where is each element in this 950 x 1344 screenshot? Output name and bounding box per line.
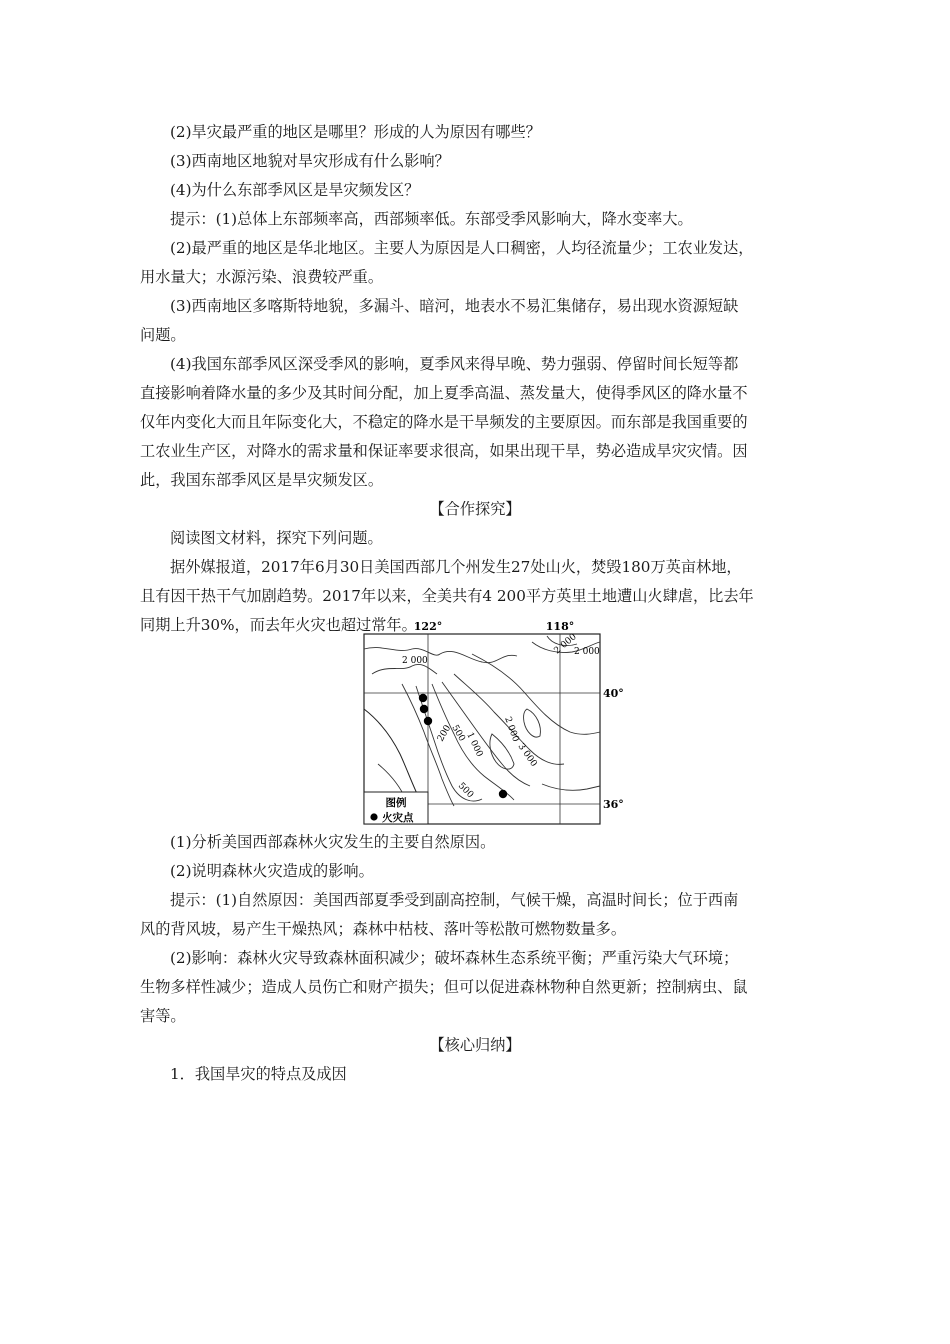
- core-item-1: 1．我国旱灾的特点及成因: [170, 1065, 347, 1083]
- label-lat-40: 40°: [603, 687, 624, 700]
- legend-fire-symbol: [370, 813, 377, 820]
- contour-label-500-a: 500: [449, 723, 467, 744]
- hint-3-line1: (3)西南地区多喀斯特地貌，多漏斗、暗河，地表水不易汇集储存，易出现水资源短缺: [170, 297, 739, 315]
- hint-3-line2: 问题。: [140, 326, 186, 344]
- fire-point-3: [424, 717, 432, 725]
- legend-fire-label: 火灾点: [382, 812, 414, 824]
- contour-label-3000: 3 000: [515, 741, 539, 769]
- fire-point-1: [419, 694, 427, 702]
- material-line2: 且有因干热干气加剧趋势。2017年以来，全美共有4 200平方英里土地遭山火肆虐，比去年: [140, 587, 754, 605]
- hint-4-line1: (4)我国东部季风区深受季风的影响，夏季风来得早晚、势力强弱、停留时间长短等都: [170, 355, 739, 373]
- fire-location-contour-map: [342, 614, 632, 830]
- hint2-2-line2: 生物多样性减少；造成人员伤亡和财产损失；但可以促进森林物种自然更新；控制病虫、鼠: [140, 978, 748, 996]
- contour-label-2000-d: 2 000: [502, 715, 521, 744]
- material-line3: 同期上升30%，而去年火灾也超过常年。: [140, 616, 417, 634]
- question-3: (3)西南地区地貌对旱灾形成有什么影响？: [170, 152, 450, 170]
- coop-question-1: (1)分析美国西部森林火灾发生的主要自然原因。: [170, 833, 496, 851]
- hint2-2-line1: (2)影响：森林火灾导致森林面积减少；破坏森林生态系统平衡；严重污染大气环境；: [170, 949, 739, 967]
- contour-label-1000: 1 000: [464, 731, 485, 759]
- question-4: (4)为什么东部季风区是旱灾频发区？: [170, 181, 420, 199]
- hint2-1-line1: 提示：(1)自然原因：美国西部夏季受到副高控制，气候干燥，高温时间长；位于西南: [170, 891, 739, 909]
- hint-4-line3: 仅年内变化大而且年际变化大，不稳定的降水是干旱频发的主要原因。而东部是我国重要的: [140, 413, 748, 431]
- material-line1: 据外媒报道，2017年6月30日美国西部几个州发生27处山火，焚毁180万英亩林地，: [170, 558, 742, 576]
- fire-point-2: [420, 705, 428, 713]
- label-lon-122: 122°: [413, 620, 443, 633]
- hint-4-line2: 直接影响着降水量的多少及其时间分配，加上夏季高温、蒸发量大，使得季风区的降水量不: [140, 384, 748, 402]
- contour-label-2000-a: 2 000: [402, 656, 428, 666]
- legend-title: 图例: [385, 797, 407, 809]
- contour-label-500-b: 500: [455, 781, 476, 801]
- hint-4-line5: 此，我国东部季风区是旱灾频发区。: [140, 471, 383, 489]
- hint-2-line1: (2)最严重的地区是华北地区。主要人为原因是人口稠密，人均径流量少；工农业发达，: [170, 239, 754, 257]
- fire-point-4: [499, 790, 507, 798]
- label-lat-36: 36°: [603, 798, 624, 811]
- contour-label-2000-b: 2 000: [552, 632, 579, 657]
- section-header-cooperation: 【合作探究】: [429, 500, 521, 518]
- contour-label-200: 200: [435, 723, 454, 744]
- question-2: (2)旱灾最严重的地区是哪里？形成的人为原因有哪些？: [170, 123, 541, 141]
- section-header-core: 【核心归纳】: [429, 1036, 521, 1054]
- label-lon-118: 118°: [545, 620, 575, 633]
- contour-label-2000-c: 2 000: [574, 647, 600, 657]
- hint-4-line4: 工农业生产区，对降水的需求量和保证率要求很高，如果出现干旱，势必造成旱灾灾情。因: [140, 442, 748, 460]
- coop-intro: 阅读图文材料，探究下列问题。: [170, 529, 383, 547]
- hint-1: 提示：(1)总体上东部频率高，西部频率低。东部受季风影响大，降水变率大。: [170, 210, 693, 228]
- hint-2-line2: 用水量大；水源污染、浪费较严重。: [140, 268, 383, 286]
- hint2-2-line3: 害等。: [140, 1007, 186, 1025]
- hint2-1-line2: 风的背风坡，易产生干燥热风；森林中枯枝、落叶等松散可燃物数量多。: [140, 920, 626, 938]
- coop-question-2: (2)说明森林火灾造成的影响。: [170, 862, 374, 880]
